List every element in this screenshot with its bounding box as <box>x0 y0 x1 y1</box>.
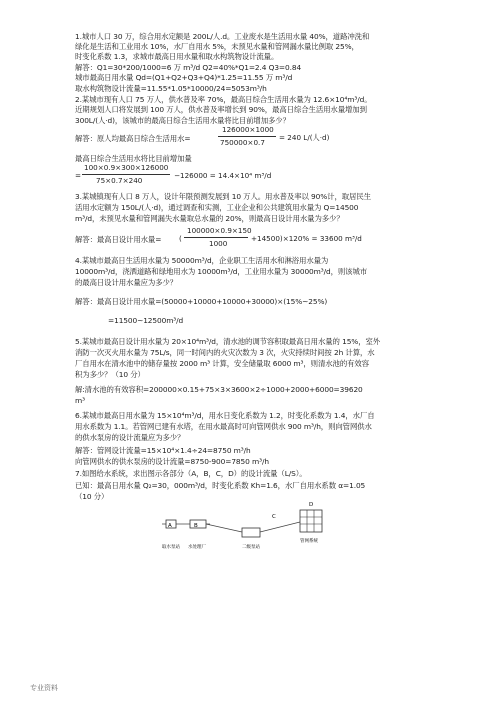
text-line: 活用水定额为 150L/(人·d)，通过调查和实测，工业企业和公共建筑用水量为 Q=14500 <box>75 203 359 212</box>
water-supply-diagram <box>160 498 330 568</box>
text-line: 用水系数为 1.1。若管网已建有水塔，在用水最高时可向管网供水 900 m³/h，则向管网供水 <box>75 422 372 431</box>
network-grid <box>300 510 322 532</box>
text-line: 2.某城市现有人口 75 万人，供水普及率 70%，最高日综合生活用水量为 12.6×10⁴m³/d。 <box>75 95 372 104</box>
caption-intake: 取水泵站 <box>162 545 180 550</box>
fraction-bar <box>82 174 170 175</box>
formula-result: −126000 = 14.4×10⁴ m³/d <box>174 171 272 180</box>
formula-result: +14500)×120% = 33600 m³/d <box>251 234 362 243</box>
text-line: 的最高日设计用水量应为多少？ <box>75 278 178 287</box>
text-line: 5.某城市最高日设计用水量为 20×10⁴m³/d，清水池的调节容积取最高日用水量的 15%，室外 <box>75 337 381 346</box>
label-d: D <box>309 502 314 508</box>
text-line: 消防一次灭火用水量为 75L/s，同一时间内的火灾次数为 3 次，火灾持续时间按 2h 计算，水 <box>75 348 375 357</box>
text-line: 3.某城镇现有人口 8 万人，设计年限预测发展到 10 万人。用水普及率以 90%计，取居民生 <box>75 192 371 201</box>
text-line: 厂自用水在清水池中的储存量按 2000 m³ 计算，安全储量取 6000 m³，则清水池的有效容 <box>75 359 370 368</box>
pipe-b <box>206 524 242 532</box>
pipe-c <box>260 522 300 532</box>
label-b: B <box>194 523 198 529</box>
text-line: 4.某城市最高日生活用水量为 50000m³/d，企业职工生活用水和淋浴用水量为 <box>75 256 329 265</box>
text-line: 解答：管网设计流量=15×10⁴×1.4÷24=8750 m³/h <box>75 446 251 455</box>
caption-network: 管网系统 <box>300 539 318 544</box>
text-line: 近期规划人口将发展到 100 万人，供水普及率增长到 90%，最高日综合生活用水量增加到 <box>75 105 367 114</box>
formula-lead: ( <box>179 234 182 243</box>
fraction-denominator: 75×0.7×240 <box>96 176 143 185</box>
text-line: m³/d，未预见水量和管网漏失水量取总水量的 20%，则最高日设计用水量为多少？ <box>75 214 344 223</box>
text-line: 绿化是生活和工业用水 10%，水厂自用水 5%，未预见水量和管网漏水量比例取 25%， <box>75 42 359 51</box>
text-line: 取水构筑物设计流量=11.55*1.05*10000/24=5053m³/h <box>75 84 267 93</box>
text-line: m³ <box>75 396 85 405</box>
text-line: 300L/(人·d)，该城市的最高日综合生活用水量将比目前增加多少？ <box>75 116 290 125</box>
text-line: 的供水泵房的设计流量应为多少？ <box>75 433 185 442</box>
text-line: =11500~12500m³/d <box>108 316 184 325</box>
fraction-bar <box>184 237 248 238</box>
text-line: 城市最高日用水量 Qd=(Q1+Q2+Q3+Q4)*1.25=11.55 万 m³/d <box>75 73 293 82</box>
fraction-bar <box>218 136 276 137</box>
label-c: C <box>272 514 276 520</box>
text-line: 时变化系数 1.3，求城市最高日用水量和取水构筑物设计流量。 <box>75 52 279 61</box>
text-line: 解答：原人均最高日综合生活用水= <box>75 134 191 143</box>
text-line: 已知：最高日用水量 Q₂=30，000m³/d，时变化系数 Kh=1.6，水厂自用水系数 α=1.05 <box>75 481 366 490</box>
fraction-numerator: 100×0.9×300×126000 <box>84 163 169 172</box>
text-line: 6.某城市最高日用水量为 15×10⁴m³/d，用水日变化系数为 1.2，时变化系数为 1.4，水厂自 <box>75 411 375 420</box>
text-line: 10000m³/d，浇洒道路和绿地用水为 10000m³/d，工业用水量为 30000m³/d，则该城市 <box>75 267 368 276</box>
text-line: 向管网供水的供水泵房的设计流量=8750-900=7850 m³/h <box>75 457 269 466</box>
footer-note: 专业资料 <box>30 684 58 692</box>
fraction-denominator: 750000×0.7 <box>220 138 265 147</box>
fraction-numerator: 100000×0.9×150 <box>187 226 252 235</box>
caption-treatment: 水处理厂 <box>188 545 206 550</box>
label-a: A <box>168 523 172 529</box>
text-line: 7.如图给水系统，求出图示各部分（A，B，C，D）的设计流量（L/S）。 <box>75 469 307 478</box>
text-line: 积为多少？（10 分） <box>75 370 145 379</box>
fraction-denominator: 1000 <box>209 239 228 248</box>
formula-result: = 240 L/(人·d) <box>279 133 330 142</box>
caption-second-pump: 二级泵站 <box>242 545 260 550</box>
text-line: 解答：最高日设计用水量= <box>75 235 162 244</box>
text-line: 最高日综合生活用水将比目前增加量 <box>75 154 192 163</box>
text-line: 解:清水池的有效容积=200000×0.15+75×3×3600×2÷1000+2000+6000=39620 <box>75 385 363 394</box>
text-line: 解答：Q1=30*200/1000=6 万 m³/d Q2=40%*Q1=2.4 Q3=0.84 <box>75 63 302 72</box>
text-line: 解答：最高日设计用水量=(50000+10000+10000+30000)×(15%~25%) <box>75 297 328 306</box>
second-pump-box <box>242 528 260 537</box>
formula-lead: = <box>75 171 82 180</box>
text-line: 1.城市人口 30 万，综合用水定额是 200L/人.d。工业废水是生活用水量 40%，道路冲洗和 <box>75 32 370 41</box>
fraction-numerator: 126000×1000 <box>222 125 274 134</box>
text-line: （10 分） <box>75 492 109 501</box>
treatment-plant-box <box>190 520 206 528</box>
